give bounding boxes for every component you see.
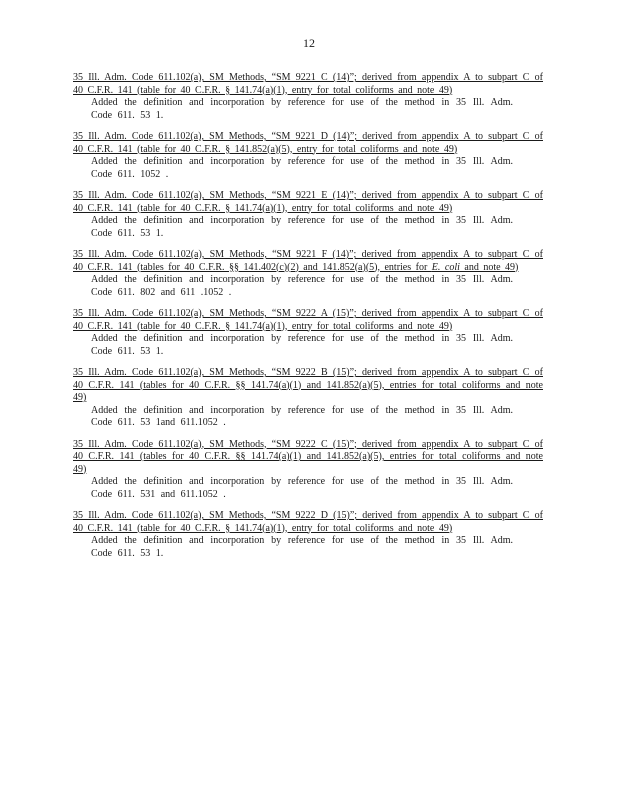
entry-citation: 35 Ill. Adm. Code 611.102(a), SM Methods, “SM 9221 C (14)”; derived from appendix A to subpart C of 40 C.F.R. 141 (table for 40 C.F.R. § 141.74(a)(1), entry for total coliforms and note 49)	[73, 72, 543, 96]
entry-note: Added the definition and incorporation by reference for use of the method in 35 Ill. Adm. Code 611. 53 1and 611.1052 .	[91, 404, 513, 428]
entry-note: Added the definition and incorporation by reference for use of the method in 35 Ill. Adm. Code 611. 531 and 611.1052 .	[91, 476, 513, 500]
citation-italic-term: E. coli	[431, 261, 460, 273]
amendment-entry	[73, 308, 543, 358]
entry-note: Added the definition and incorporation by reference for use of the method in 35 Ill. Adm. Code 611. 1052 .	[91, 156, 513, 180]
entry-citation: 35 Ill. Adm. Code 611.102(a), SM Methods, “SM 9221 E (14)”; derived from appendix A to subpart C of 40 C.F.R. 141 (table for 40 C.F.R. § 141.74(a)(1), entry for total coliforms and note 49)	[73, 190, 543, 214]
entry-note: Added the definition and incorporation by reference for use of the method in 35 Ill. Adm. Code 611. 53 1.	[91, 333, 513, 357]
entry-citation: 35 Ill. Adm. Code 611.102(a), SM Methods, “SM 9222 A (15)”; derived from appendix A to subpart C of 40 C.F.R. 141 (table for 40 C.F.R. § 141.74(a)(1), entry for total coliforms and note 49)	[73, 308, 543, 332]
entry-note: Added the definition and incorporation by reference for use of the method in 35 Ill. Adm. Code 611. 802 and 611 .1052 .	[91, 274, 513, 298]
entry-citation	[73, 249, 543, 274]
amendment-entry	[73, 367, 543, 430]
entry-note: Added the definition and incorporation by reference for use of the method in 35 Ill. Adm. Code 611. 53 1.	[91, 215, 513, 239]
citation-text-after: and note 49)	[459, 261, 519, 273]
page-number: 12	[303, 36, 315, 50]
entry-note: Added the definition and incorporation by reference for use of the method in 35 Ill. Adm. Code 611. 53 1.	[91, 535, 513, 559]
amendment-list	[73, 72, 543, 569]
amendment-entry	[73, 72, 543, 122]
amendment-entry	[73, 131, 543, 181]
amendment-entry	[73, 439, 543, 502]
entry-citation: 35 Ill. Adm. Code 611.102(a), SM Methods, “SM 9222 B (15)”; derived from appendix A to subpart C of 40 C.F.R. 141 (tables for 40 C.F.R. §§ 141.74(a)(1) and 141.852(a)(5), entries for total coliforms and note 49)	[73, 367, 543, 403]
entry-citation: 35 Ill. Adm. Code 611.102(a), SM Methods, “SM 9222 C (15)”; derived from appendix A to subpart C of 40 C.F.R. 141 (tables for 40 C.F.R. §§ 141.74(a)(1) and 141.852(a)(5), entries for total coliforms and note 49)	[73, 438, 543, 475]
amendment-entry	[73, 510, 543, 560]
entry-note: Added the definition and incorporation by reference for use of the method in 35 Ill. Adm. Code 611. 53 1.	[91, 97, 513, 121]
amendment-entry	[73, 249, 543, 299]
amendment-entry	[73, 190, 543, 240]
entry-citation: 35 Ill. Adm. Code 611.102(a), SM Methods, “SM 9221 D (14)”; derived from appendix A to subpart C of 40 C.F.R. 141 (table for 40 C.F.R. § 141.852(a)(5), entry for total coliforms and note 49)	[73, 131, 543, 155]
entry-citation: 35 Ill. Adm. Code 611.102(a), SM Methods, “SM 9222 D (15)”; derived from appendix A to subpart C of 40 C.F.R. 141 (table for 40 C.F.R. § 141.74(a)(1), entry for total coliforms and note 49)	[73, 510, 543, 534]
citation-text-before: 35 Ill. Adm. Code 611.102(a), SM Methods, “SM 9221 F (14)”; derived from appendix A to subpart C of 40 C.F.R. 141 (tables for 40 C.F.R. §§ 141.402(c)(2) and 141.852(a)(5), entries for	[73, 249, 543, 273]
